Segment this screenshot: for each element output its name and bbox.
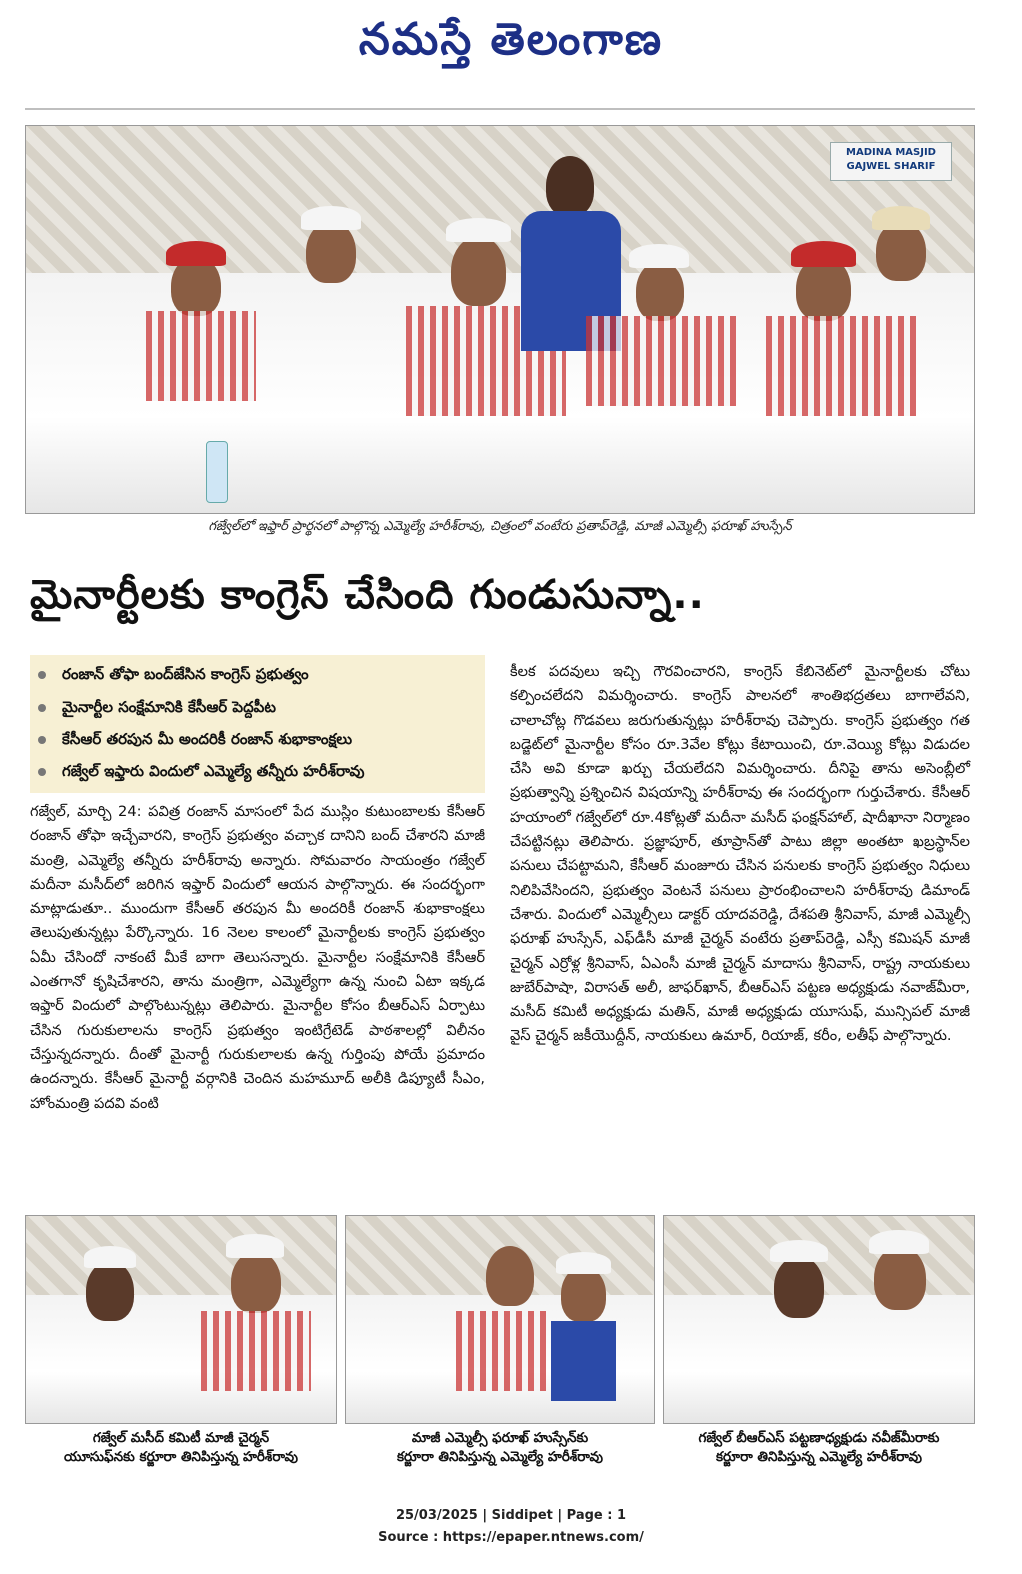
blue-vest (551, 1321, 616, 1401)
masjid-sign (830, 142, 952, 181)
highlight-item (38, 665, 309, 687)
scarf (766, 316, 916, 416)
masjid-sign-line2: GAJWEL SHARIF (846, 161, 936, 172)
person-figure (874, 1246, 926, 1310)
masjid-sign-line1: MADINA MASJID (846, 147, 936, 158)
caption-line: కర్జూరా తినిపిస్తున్న ఎమ్మెల్యే హరీశ్‌రావు (397, 1449, 603, 1465)
scarf (201, 1311, 311, 1391)
person-figure (876, 221, 926, 281)
scarf (146, 311, 256, 401)
highlight-item (38, 762, 365, 784)
highlight-text: కేసీఆర్ తరపున మీ అందరికీ రంజాన్ శుభాకాంక్షలు (62, 730, 353, 748)
footer-date-edition: 25/03/2025 | Siddipet | Page : 1 (395, 1508, 627, 1523)
footer-source[interactable]: Source : https://epaper.ntnews.com/ (378, 1530, 644, 1545)
caption-line: మాజీ ఎమ్మెల్సీ ఫరూఖ్ హుస్సేన్‌కు (411, 1430, 589, 1446)
highlight-text: గజ్వేల్ ఇఫ్తారు విందులో ఎమ్మెల్యే తన్నీరు హరీశ్‌రావు (62, 762, 365, 780)
bottom-caption-2 (345, 1430, 655, 1468)
bullet-icon (38, 768, 46, 776)
article-body-left (30, 800, 485, 1116)
main-photo-caption: గజ్వేల్‌లో ఇఫ్తార్ ప్రార్థనలో పాల్గొన్న ఎమ్మెల్యే హరీశ్‌రావు, చిత్రంలో వంటేరు ప్రతాప్‌రెడ్డి, మాజీ ఎమ్మెల్సీ ఫరూఖ్ హుస్సేన్ (208, 519, 792, 534)
article-body-right (510, 660, 970, 1049)
page-footer (0, 1505, 1022, 1549)
person-figure (86, 1261, 134, 1321)
cap (872, 206, 930, 230)
caption-line: గజ్వేల్ మసీద్ కమిటీ మాజీ చైర్మన్ (92, 1430, 270, 1446)
cap (869, 1230, 929, 1254)
cap (301, 206, 361, 230)
bullet-icon (38, 671, 46, 679)
bottom-photo-1 (25, 1215, 337, 1424)
cap (84, 1246, 136, 1268)
highlight-item (38, 698, 276, 720)
article-paragraph-left: గజ్వేల్, మార్చి 24: పవిత్ర రంజాన్ మాసంలో పేద ముస్లిం కుటుంబాలకు కేసీఆర్ రంజాన్ తోఫా ఇచ్చేవారని, కాంగ్రెస్ ప్రభుత్వం వచ్చాక దానిని బంద్ చేశారని మాజీ మంత్రి, ఎమ్మెల్యే తన్నీరు హరీశ్‌రావు అన్నారు. సోమవారం సాయంత్రం గజ్వేల్ మదీనా మసీద్‌లో జరిగిన ఇఫ్తార్ విందులో ఆయన పాల్గొన్నారు. ఈ సందర్భంగా మాట్లాడుతూ.. ముందుగా కేసీఆర్ తరపున మీ అందరికీ రంజాన్ శుభాకాంక్షలు తెలుపుతున్నట్లు పేర్కొన్నారు. 16 నెలల కాలంలో మైనార్టీలకు కాంగ్రెస్ ప్రభుత్వం ఏమీ చేసిందో నాకంటే మీకే బాగా తెలుసన్నారు. మైనార్టీల సంక్షేమానికి కేసీఆర్ ఎంతగానో కృషిచేశారని, తాను మంత్రిగా, ఎమ్మెల్యేగా ఉన్న నుంచి ఏటా ఇక్కడ ఇఫ్తార్ విందులో పాల్గొంటున్నట్లు తెలిపారు. మైనార్టీల కోసం బీఆర్‌ఎస్ ఏర్పాటు చేసిన గురుకులాలను కాంగ్రెస్ ప్రభుత్వం ఇంటిగ్రేటెడ్ పాఠశాలల్లో విలీనం చేస్తున్నదన్నారు. దీంతో మైనార్టీ గురుకులాలకు ఉన్న గుర్తింపు పోయే ప్రమాదం ఉందన్నారు. కేసీఆర్ మైనార్టీ వర్గానికి చెందిన మహమూద్ అలీకి డిప్యూటీ సీఎం, హోంమంత్రి పదవి వంటి (30, 803, 485, 1112)
scarf (456, 1311, 546, 1391)
article-paragraph-right: కీలక పదవులు ఇచ్చి గౌరవించారని, కాంగ్రెస్ కేబినెట్‌లో మైనార్టీలకు చోటు కల్పించలేదని విమర్శించారు. కాంగ్రెస్ పాలనలో శాంతిభద్రతలు బాగాలేవని, చాలాచోట్ల గొడవలు జరుగుతున్నట్లు హరీశ్‌రావు చెప్పారు. కాంగ్రెస్ ప్రభుత్వం గత బడ్జెట్‌లో మైనార్టీల కోసం రూ.3వేల కోట్లు కేటాయించి, రూ.వెయ్యి కోట్లు విడుదల చేసి అవి కూడా ఖర్చు చేయలేదని విమర్శించారు. దీనిపై తాను అసెంబ్లీలో ప్రభుత్వాన్ని ప్రశ్నించిన విషయాన్ని హరీశ్‌రావు ఈ సందర్భంగా గుర్తుచేశారు. కేసీఆర్ హయాంలో గజ్వేల్‌లో రూ.4కోట్లతో మదీనా మసీద్ ఫంక్షన్‌హాల్, షాదీఖానా నిర్మాణం చేపట్టినట్లు తెలిపారు. ప్రజ్ఞాపూర్, తూప్రాన్‌తో పాటు జిల్లా అంతటా ఖబ్రస్థాన్‌ల పనులు చేపట్టామని, కేసీఆర్ మంజూరు చేసిన పనులకు కాంగ్రెస్ ప్రభుత్వం నిధులు నిలిపివేసిందని, ప్రభుత్వం వెంటనే పనులు ప్రారంభించాలని హరీశ్‌రావు డిమాండ్ చేశారు. విందులో ఎమ్మెల్సీలు డాక్టర్ యాదవరెడ్డి, దేశపతి శ్రీనివాస్, మాజీ ఎమ్మెల్సీ ఫరూఖ్ హుస్సేన్, ఎఫ్‌డీసీ మాజీ చైర్మన్ వంటేరు ప్రతాప్‌రెడ్డి, ఎస్సీ కమిషన్ మాజీ చైర్మన్ ఎర్రోళ్ల శ్రీనివాస్, ఏఎంసీ మాజీ చైర్మన్ మాదాసు శ్రీనివాస్, రాష్ట్ర నాయకులు జుబేర్‌పాషా, విరాసత్ అలీ, జాఫర్‌ఖాన్, బీఆర్‌ఎస్ పట్టణ అధ్యక్షుడు నవాజ్‌మీరా, మసీద్ కమిటీ అధ్యక్షుడు మతిన్, మాజీ అధ్యక్షుడు యూసుఫ్, మున్సిపల్ మాజీ వైస్ చైర్మన్ జకీయొద్దీన్, నాయకులు ఉమార్, రియాజ్, కరీం, లతీఫ్ పాల్గొన్నారు. (510, 663, 970, 1045)
bottom-caption-3 (663, 1430, 975, 1468)
person-figure (231, 1251, 281, 1313)
bullet-icon (38, 704, 46, 712)
bottom-photo-3 (663, 1215, 975, 1424)
cap (629, 244, 689, 268)
cap (166, 241, 226, 266)
person-figure (546, 156, 594, 216)
cap (791, 241, 856, 267)
cap (446, 218, 511, 242)
person-figure (774, 1256, 824, 1318)
headline: మైనార్టీలకు కాంగ్రెస్ చేసింది గుండుసున్నా.. (30, 572, 705, 618)
bottom-photo-2 (345, 1215, 655, 1424)
newspaper-title: నమస్తే తెలంగాణ (358, 14, 664, 65)
person-figure (451, 236, 506, 306)
cap (226, 1234, 284, 1258)
bottom-caption-1 (25, 1430, 337, 1468)
caption-line: కర్జూరా తినిపిస్తున్న ఎమ్మెల్యే హరీశ్‌రావు (716, 1449, 922, 1465)
highlight-item (38, 730, 352, 752)
cap (770, 1240, 828, 1262)
masthead-divider (25, 108, 975, 110)
masthead (0, 0, 1022, 80)
highlight-text: రంజాన్ తోఫా బంద్‌జేసిన కాంగ్రెస్ ప్రభుత్వం (62, 665, 309, 683)
person-figure (561, 1266, 606, 1322)
person-figure (486, 1246, 534, 1306)
photo-crowd (664, 1295, 974, 1423)
scarf (586, 316, 736, 406)
water-bottle (206, 441, 228, 503)
highlights-box (30, 655, 485, 793)
bullet-icon (38, 736, 46, 744)
photo-wall (26, 1216, 336, 1299)
person-figure (636, 261, 684, 321)
caption-line: గజ్వేల్ బీఆర్‌ఎస్ పట్టణాధ్యక్షుడు నవీజ్‌మీరాకు (698, 1430, 940, 1446)
person-figure (306, 221, 356, 283)
main-photo (25, 125, 975, 514)
caption-line: యూసుఫ్‌నకు కర్జూరా తినిపిస్తున్న హరీశ్‌రావు (63, 1449, 299, 1465)
highlight-text: మైనార్టీల సంక్షేమానికి కేసీఆర్ పెద్దపీట (62, 698, 276, 716)
cap (556, 1252, 611, 1274)
